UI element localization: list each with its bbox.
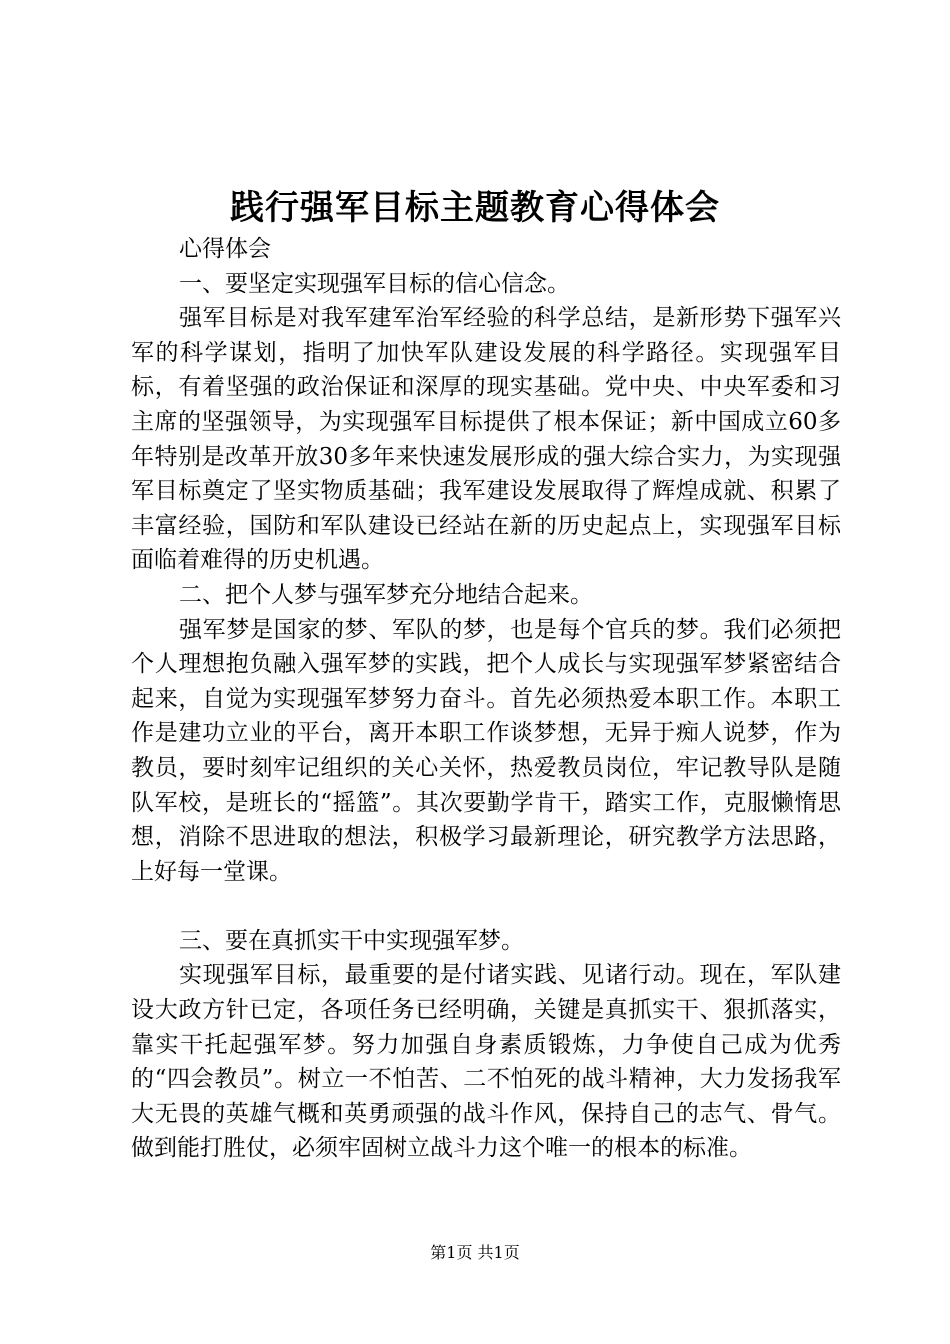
document-body — [131, 232, 841, 1166]
page-footer: 第1页 共1页 — [430, 1243, 520, 1262]
section-heading-2: 二、把个人梦与强军梦充分地结合起来。 — [179, 581, 593, 608]
section-heading-1: 一、要坚定实现强军目标的信心信念。 — [179, 270, 570, 297]
document-title: 践行强军目标主题教育心得体会 — [230, 188, 720, 228]
section-heading-3: 三、要在真抓实干中实现强军梦。 — [179, 927, 524, 954]
paragraph-section-3: 实现强军目标，最重要的是付诸实践、见诸行动。现在，军队建设大政方针已定，各项任务已经明确，关键是真抓实干、狠抓落实，靠实干托起强军梦。努力加强自身素质锻炼，力争使自己成为优秀的“四会教员”。树立一不怕苦、二不怕死的战斗精神，大力发扬我军大无畏的英雄气概和英勇顽强的战斗作风，保持自己的志气、骨气。做到能打胜仗，必须牢固树立战斗力这个唯一的根本的标准。 — [131, 962, 841, 1162]
paragraph-heading-label: 心得体会 — [179, 236, 271, 262]
paragraph-section-2: 强军梦是国家的梦、军队的梦，也是每个官兵的梦。我们必须把个人理想抱负融入强军梦的实践，把个人成长与实现强军梦紧密结合起来，自觉为实现强军梦努力奋斗。首先必须热爱本职工作。本职工作是建功立业的平台，离开本职工作谈梦想，无异于痴人说梦，作为教员，要时刻牢记组织的关心关怀，热爱教员岗位，牢记教导队是随队军校，是班长的“摇篮”。其次要勤学肯干，踏实工作，克服懒惰思想，消除不思进取的想法，积极学习最新理论，研究教学方法思路，上好每一堂课。 — [131, 616, 841, 885]
paragraph-section-1: 强军目标是对我军建军治军经验的科学总结，是新形势下强军兴军的科学谋划，指明了加快军队建设发展的科学路径。实现强军目标，有着坚强的政治保证和深厚的现实基础。党中央、中央军委和习主席的坚强领导，为实现强军目标提供了根本保证；新中国成立60多年特别是改革开放30多年来快速发展形成的强大综合实力，为实现强军目标奠定了坚实物质基础；我军建设发展取得了辉煌成就、积累了丰富经验，国防和军队建设已经站在新的历史起点上，实现强军目标面临着难得的历史机遇。 — [131, 305, 841, 574]
